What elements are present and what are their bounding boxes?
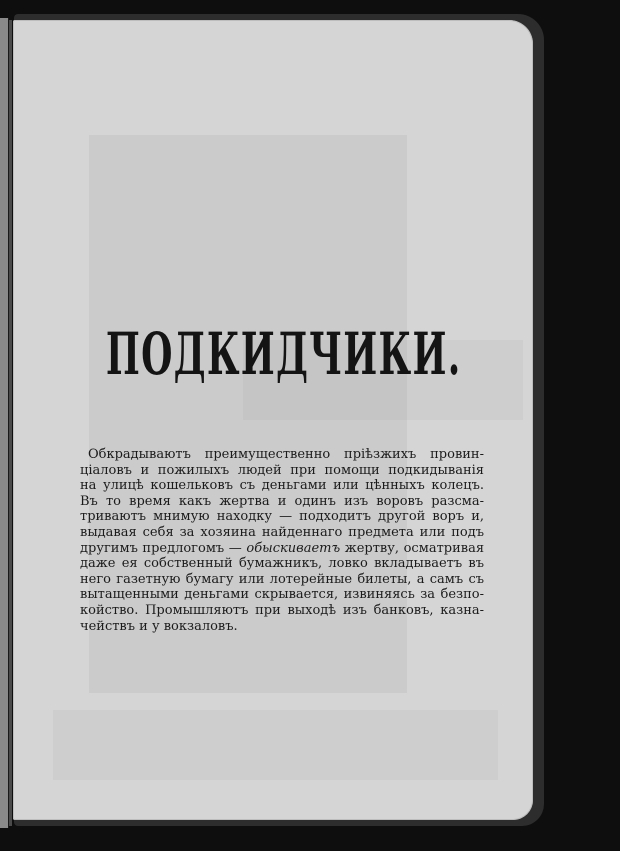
text-line-mixed — [80, 541, 484, 557]
left-binding-shadow — [9, 20, 12, 826]
page-sheet — [13, 20, 533, 820]
text-line: него газетную бумагу или лотерейные билеты, а самъ съ — [80, 571, 484, 587]
body-paragraph — [80, 447, 484, 634]
text-line: Въ то время какъ жертва и одинъ изъ воровъ разсма- — [80, 493, 484, 509]
text-line: на улицѣ кошельковъ съ деньгами или цѣнныхъ колецъ. — [80, 478, 484, 494]
text-line: чействъ и у вокзаловъ. — [80, 618, 238, 634]
left-binding-edge — [0, 18, 9, 828]
text-segment: другимъ предлогомъ — — [80, 540, 242, 556]
italic-word: обыскиваетъ — [246, 540, 341, 556]
show-through-bottom — [53, 710, 498, 780]
text-line: Обкрадываютъ преимущественно пріѣзжихъ провин- — [88, 447, 484, 462]
text-line: даже ея собственный бумажникъ, ловко вкладываетъ въ — [80, 556, 484, 572]
page-title: ПОДКИДЧИКИ. — [105, 320, 462, 388]
text-segment: жертву, осматривая — [340, 540, 485, 556]
text-line: триваютъ мнимую находку — подходитъ другой воръ и, — [80, 509, 484, 525]
text-line: вытащенными деньгами скрывается, извиняясь за безпо- — [80, 587, 484, 603]
text-line: выдавая себя за хозяина найденнаго предмета или подъ — [80, 524, 484, 540]
text-line: койство. Промышляютъ при выходѣ изъ банковъ, казна- — [80, 602, 484, 618]
text-line: ціаловъ и пожилыхъ людей при помощи подкидыванія — [80, 462, 484, 478]
